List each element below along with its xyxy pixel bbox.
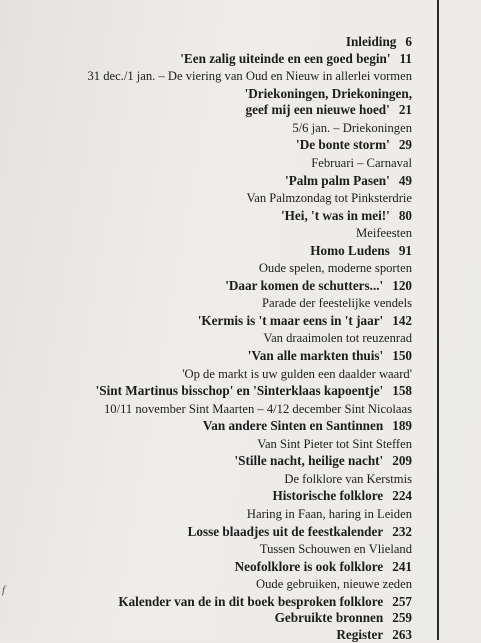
toc-entry-title — [203, 418, 412, 434]
chapter-subtitle: 31 dec./1 jan. – De viering van Oud en Nieuw in allerlei vormen — [87, 69, 412, 84]
chapter-subtitle: Oude gebruiken, nieuwe zeden — [256, 577, 412, 592]
chapter-subtitle: De folklore van Kerstmis — [284, 471, 412, 486]
page-number: 259 — [392, 610, 412, 626]
toc-entry-title — [235, 559, 412, 575]
chapter-title: Historische folklore — [272, 488, 384, 504]
chapter-subtitle: 10/11 november Sint Maarten – 4/12 december Sint Nicolaas — [103, 401, 412, 416]
toc-entry-title — [275, 610, 412, 626]
chapter-subtitle: Haring in Faan, haring in Leiden — [246, 506, 412, 521]
page-number: 257 — [392, 593, 412, 609]
chapter-title: Losse blaadjes uit de feestkalender — [187, 523, 384, 539]
toc-entry-subtitle — [257, 437, 412, 452]
page-number: 91 — [398, 242, 412, 258]
page-number: 158 — [392, 383, 412, 399]
chapter-subtitle: Tussen Schouwen en Vlieland — [259, 542, 412, 556]
chapter-subtitle: Meifeesten — [356, 226, 412, 241]
page-number: 142 — [392, 312, 412, 328]
toc-entry-title — [336, 627, 412, 643]
chapter-subtitle: 'Op de markt is uw gulden een daalder waard' — [182, 366, 412, 381]
toc-entry-subtitle — [104, 402, 412, 417]
toc-entry-subtitle — [247, 191, 412, 206]
toc-entry-title — [246, 102, 413, 118]
toc-entry-title — [310, 243, 412, 259]
chapter-title: 'De bonte storm' — [296, 137, 390, 153]
page-number: 241 — [392, 558, 412, 574]
chapter-title: Homo Ludens — [310, 242, 390, 258]
page-number: 21 — [398, 102, 412, 118]
toc-entry-subtitle — [87, 69, 412, 84]
chapter-title: 'Driekoningen, Driekoningen, — [244, 85, 412, 101]
chapter-subtitle: 5/6 jan. – Driekoningen — [292, 120, 412, 135]
toc-entry-title — [180, 51, 412, 67]
chapter-title: Kalender van de in dit boek besproken folklore — [118, 593, 384, 609]
chapter-subtitle: Van draaimolen tot reuzenrad — [263, 331, 412, 346]
toc-entry-title — [296, 137, 412, 153]
page-number: 29 — [398, 137, 412, 153]
chapter-title: 'Sint Martinus bisschop' en 'Sinterklaas kapoentje' — [95, 383, 384, 399]
toc-entry-subtitle — [292, 121, 412, 136]
page-number: 49 — [398, 172, 412, 188]
chapter-subtitle: Oude spelen, moderne sporten — [258, 261, 412, 276]
page-number: 150 — [392, 348, 412, 363]
toc-entry-title — [248, 348, 412, 364]
chapter-title: 'Een zalig uiteinde en een goed begin' — [180, 50, 391, 66]
toc-entry-title — [188, 524, 412, 540]
toc-entry-subtitle — [260, 542, 412, 557]
chapter-subtitle: Parade der feestelijke vendels — [261, 296, 412, 311]
chapter-title: Register — [336, 626, 384, 642]
page-number: 189 — [392, 418, 412, 434]
chapter-title: Neofolklore is ook folklore — [234, 558, 384, 574]
page-number: 120 — [392, 277, 412, 293]
toc-entry-subtitle — [284, 472, 412, 487]
page-number: 224 — [392, 488, 412, 504]
toc-entry-title — [285, 173, 412, 189]
toc-entry-title — [225, 278, 412, 294]
toc-entry-title — [234, 453, 412, 469]
chapter-title: 'Palm palm Pasen' — [285, 172, 390, 188]
chapter-title: 'Hei, 't was in mei!' — [281, 207, 390, 223]
toc-entry-title — [96, 383, 412, 399]
chapter-title: 'Stille nacht, heilige nacht' — [234, 453, 384, 469]
toc-entry-subtitle — [182, 367, 412, 382]
toc-entry-subtitle — [356, 226, 412, 241]
page-number: 11 — [399, 50, 412, 66]
toc-entry-subtitle — [247, 507, 412, 522]
chapter-title: Gebruikte bronnen — [274, 610, 384, 626]
toc-entry-subtitle — [311, 156, 412, 171]
toc-entry-title — [346, 34, 412, 50]
toc-entry-title — [245, 86, 412, 102]
toc-entry-title — [118, 594, 412, 610]
page-number: 232 — [392, 523, 412, 539]
chapter-title: 'Van alle markten thuis' — [247, 348, 384, 363]
chapter-title: 'Daar komen de schutters...' — [225, 277, 384, 293]
chapter-title: geef mij een nieuwe hoed' — [245, 102, 390, 118]
toc-entry-title — [281, 208, 412, 224]
chapter-subtitle: Februari – Carnaval — [311, 155, 412, 170]
toc-entry-title — [272, 488, 412, 504]
chapter-title: Inleiding — [345, 34, 397, 49]
chapter-subtitle: Van Palmzondag tot Pinksterdrie — [246, 191, 412, 205]
toc-entry-subtitle — [259, 261, 412, 276]
page-number: 6 — [405, 34, 412, 49]
toc-entry-subtitle — [256, 577, 412, 592]
page-number: 80 — [398, 207, 412, 223]
page-number: 209 — [392, 453, 412, 469]
toc-entry-subtitle — [263, 331, 412, 346]
chapter-title: 'Kermis is 't maar eens in 't jaar' — [197, 312, 384, 328]
page-number: 263 — [392, 626, 412, 642]
toc-entry-subtitle — [262, 296, 412, 311]
page-edge-mark: f — [2, 584, 6, 596]
chapter-title: Van andere Sinten en Santinnen — [202, 418, 384, 434]
toc-entry-title — [198, 313, 412, 329]
chapter-subtitle: Van Sint Pieter tot Sint Steffen — [257, 436, 412, 451]
